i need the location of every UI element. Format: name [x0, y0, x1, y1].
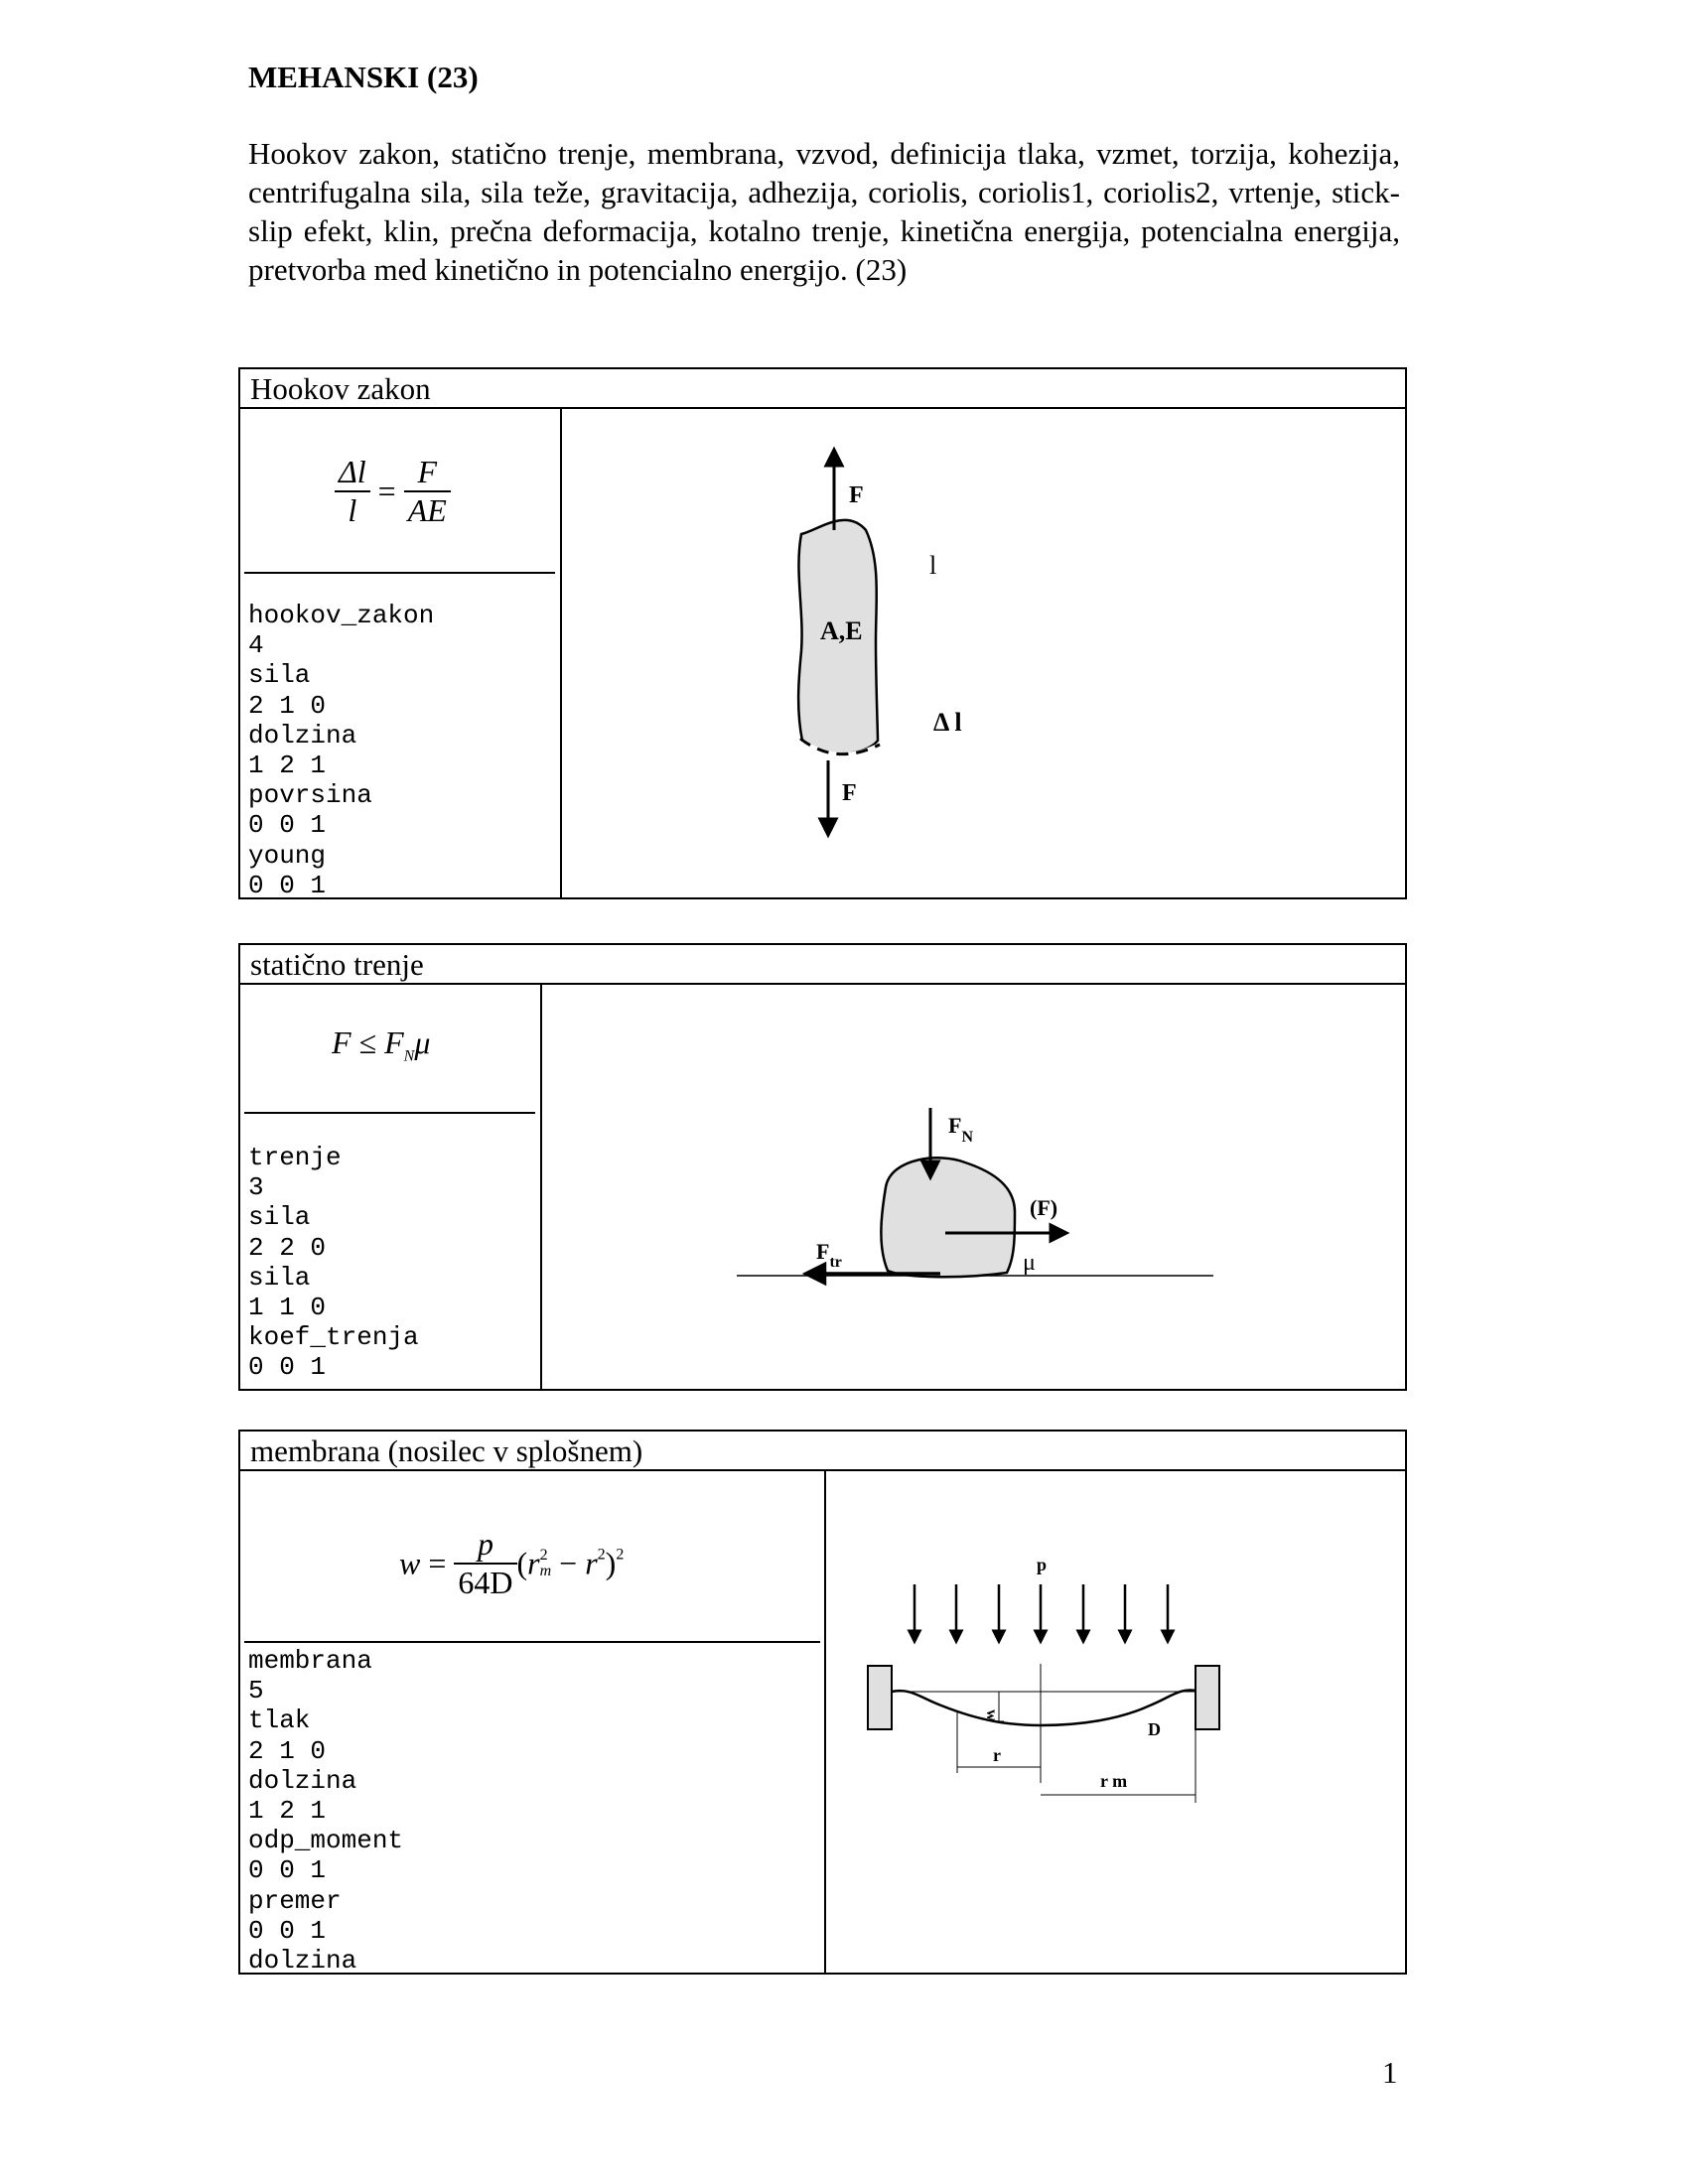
membrane-formula — [399, 1526, 624, 1601]
formula-equals: = — [377, 473, 396, 509]
section-title: membrana (nosilec v splošnem) — [240, 1432, 1405, 1471]
formula-term: r — [527, 1545, 540, 1581]
membrane-figure — [832, 1475, 1404, 1972]
label-outer-radius: r m — [1100, 1771, 1128, 1791]
formula-term: F — [384, 1024, 404, 1060]
label-plate: D — [1148, 1719, 1161, 1739]
page-number: 1 — [1382, 2055, 1398, 2090]
formula-equals: = — [428, 1545, 447, 1581]
formula-term: F — [332, 1024, 352, 1060]
formula-divider — [244, 1112, 535, 1114]
formula-bracket: ( — [516, 1545, 528, 1581]
formula-denominator: l — [348, 492, 357, 528]
label-length: l — [929, 551, 937, 580]
formula-numerator: p — [454, 1526, 516, 1565]
formula-subscript: m — [539, 1563, 552, 1579]
label-radius: r — [993, 1745, 1001, 1765]
section-staticno-trenje — [238, 943, 1407, 1391]
section-membrana — [238, 1430, 1407, 1975]
formula-superscript: 2 — [539, 1547, 548, 1564]
formula-operator: − — [551, 1545, 586, 1581]
intro-paragraph: Hookov zakon, statično trenje, membrana, vzvod, definicija tlaka, vzmet, torzija, kohezija, centrifugalna sila, sila teže, gravitacija, adhezija, coriolis, coriolis1, coriolis2, vrtenje, stick-slip efekt, klin, prečna deformacija, kotalno trenje, kinetična energija, potencialna energija, pretvorba med kinetično in potencialno energijo. (23) — [248, 136, 1400, 287]
label-pressure: p — [1037, 1555, 1048, 1574]
hooke-figure — [568, 413, 1402, 895]
formula-subscript: N — [403, 1047, 415, 1065]
right-support — [1196, 1666, 1219, 1729]
label-force-top: F — [849, 482, 864, 508]
label-deflection: w — [983, 1709, 1000, 1721]
hooke-formula — [335, 454, 451, 529]
column-divider — [540, 985, 542, 1389]
formula-term: r — [585, 1545, 598, 1581]
label-force-bottom: F — [842, 780, 857, 806]
label-mu: μ — [1023, 1250, 1036, 1276]
label-applied-force: (F) — [1030, 1195, 1058, 1220]
formula-numerator: Δl — [335, 454, 370, 492]
formula-denominator: AE — [407, 492, 447, 528]
page-heading: MEHANSKI (23) — [248, 60, 479, 94]
pressure-arrows — [914, 1584, 1168, 1637]
label-normal-force: $F_N$ — [948, 1113, 974, 1146]
section-hookov-zakon — [238, 367, 1407, 899]
code-block: trenje 3 sila 2 2 0 sila 1 1 0 koef_trenja 0 0 1 — [248, 1143, 419, 1383]
code-block: hookov_zakon 4 sila 2 1 0 dolzina 1 2 1 povrsina 0 0 1 young 0 0 1 — [248, 601, 435, 900]
friction-formula — [332, 1024, 430, 1065]
formula-denominator: 64D — [458, 1565, 513, 1600]
formula-superscript: 2 — [616, 1546, 625, 1564]
formula-divider — [244, 572, 555, 574]
label-area-young: A,E — [820, 616, 863, 645]
left-support — [868, 1666, 892, 1729]
code-block: membrana 5 tlak 2 1 0 dolzina 1 2 1 odp_moment 0 0 1 premer 0 0 1 dolzina — [248, 1646, 404, 1977]
section-title: Hookov zakon — [240, 369, 1405, 409]
label-friction-force: $F_{tr}$ — [816, 1239, 842, 1271]
formula-operator: ≤ — [351, 1024, 385, 1060]
formula-numerator: F — [404, 454, 451, 492]
formula-superscript: 2 — [597, 1546, 606, 1564]
formula-divider — [244, 1641, 820, 1643]
friction-figure — [548, 989, 1402, 1386]
block-body — [881, 1158, 1015, 1277]
formula-term: μ — [414, 1024, 431, 1060]
column-divider — [824, 1471, 826, 1973]
formula-term: w — [399, 1545, 421, 1581]
column-divider — [560, 409, 562, 897]
label-delta-length: Δ l — [933, 708, 962, 737]
formula-bracket: ) — [605, 1545, 617, 1581]
section-title: statično trenje — [240, 945, 1405, 985]
